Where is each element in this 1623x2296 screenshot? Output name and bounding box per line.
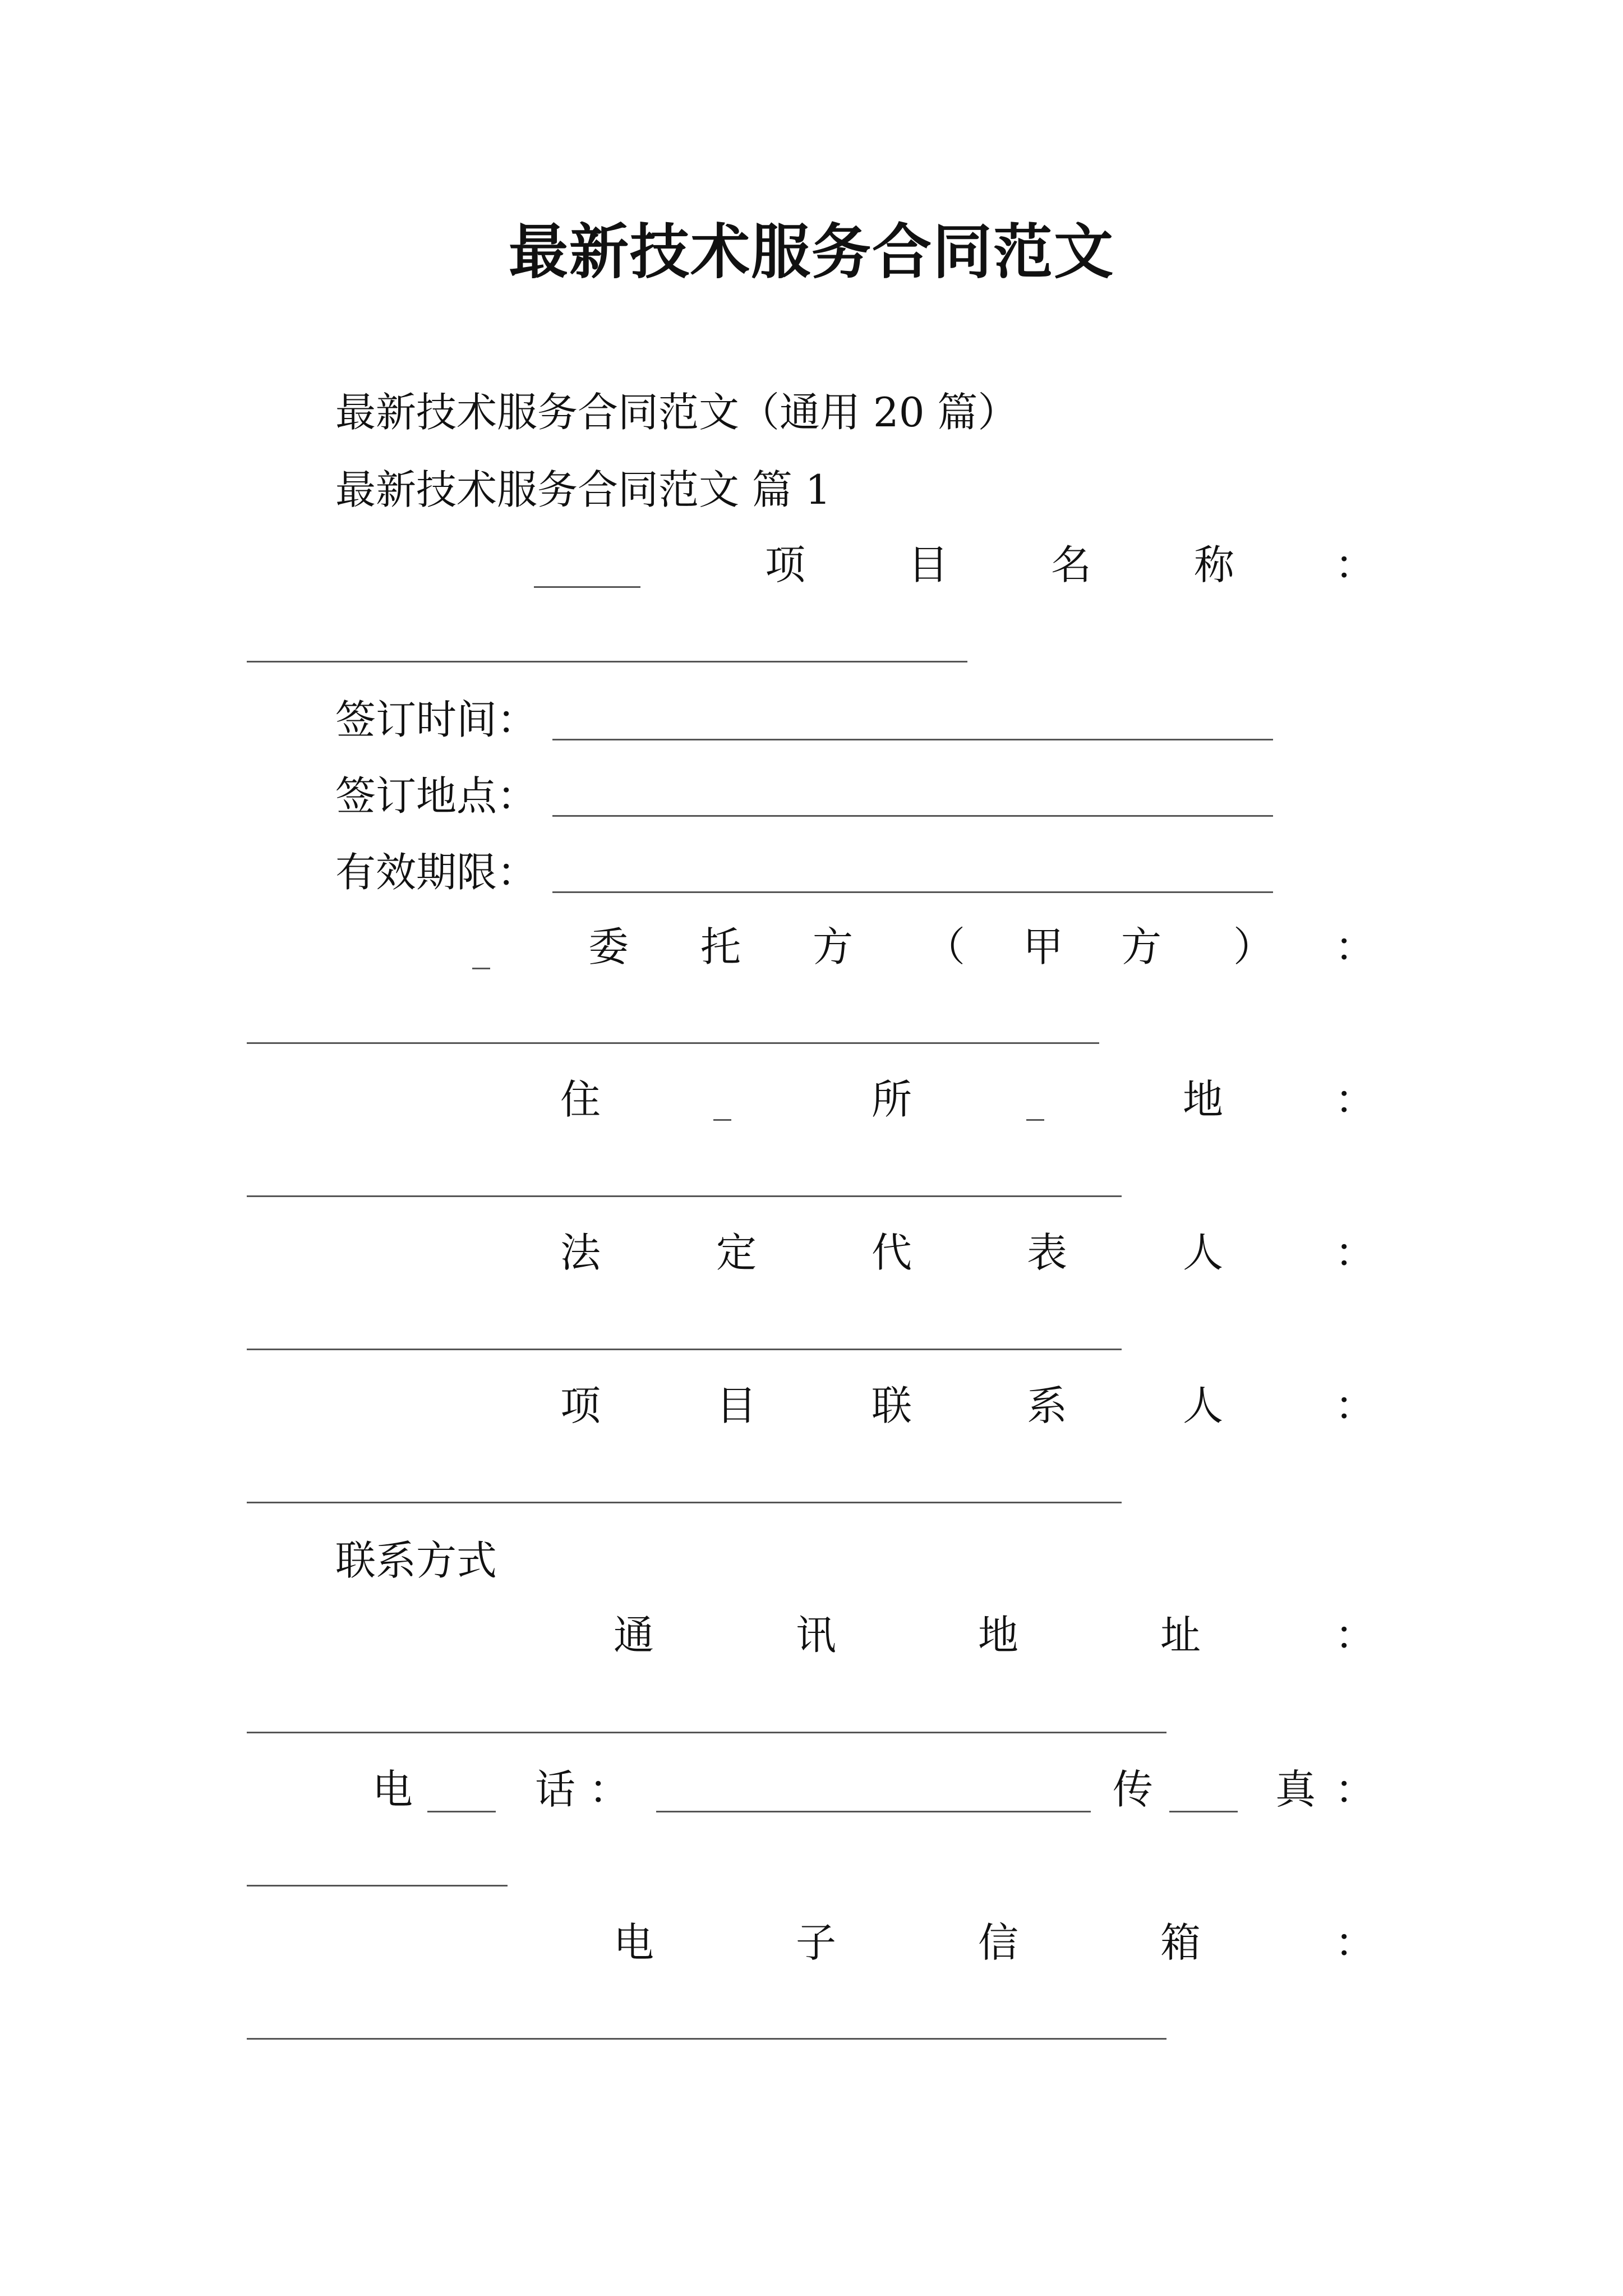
fill-line-project-name (247, 661, 967, 662)
label-colon: ： (1335, 541, 1376, 588)
label-char: 称 (1193, 541, 1234, 588)
label-char: 信 (978, 1919, 1018, 1966)
document-title: 最新技术服务合同范文 (509, 217, 1114, 287)
label-char: 方 (812, 923, 853, 970)
fill-line-address (247, 1195, 1122, 1197)
valid-period-label: 有效期限： (335, 849, 538, 896)
label-char: 箱 (1160, 1919, 1201, 1966)
label-char: 系 (1026, 1382, 1067, 1429)
section-heading: 最新技术服务合同范文 篇 1 (335, 466, 831, 513)
fill-line-legal-rep (247, 1349, 1122, 1350)
label-char: 人 (1182, 1382, 1223, 1429)
fill-line-fax (247, 1885, 508, 1887)
fill-line-contact-person (247, 1502, 1122, 1503)
label-char: ） (1233, 923, 1274, 970)
label-char: 通 (613, 1612, 654, 1659)
label-char: 电 (372, 1766, 413, 1813)
label-colon: ： (1335, 1382, 1376, 1429)
label-char: 名 (1050, 541, 1091, 588)
label-colon: ： (1335, 1076, 1376, 1123)
label-char: 址 (1160, 1612, 1201, 1659)
fill-line-client (247, 1042, 1099, 1044)
label-char: 地 (978, 1612, 1018, 1659)
label-char: 代 (871, 1229, 912, 1276)
fill-line-sign-time (552, 739, 1273, 740)
label-char: 表 (1026, 1229, 1067, 1276)
label-char: 委 (588, 923, 629, 970)
label-char: 真 (1275, 1766, 1316, 1813)
label-colon: ： (1335, 1766, 1376, 1813)
blank-underline (472, 968, 490, 969)
label-char: 托 (700, 923, 741, 970)
label-colon: ： (1335, 923, 1376, 970)
label-colon: ： (589, 1766, 630, 1813)
label-char: 甲 (1022, 923, 1063, 970)
blank-underline (1026, 1119, 1044, 1121)
label-char: （ (924, 923, 965, 970)
fill-line-email (247, 2038, 1166, 2040)
fill-line-valid-period (552, 891, 1273, 893)
label-char: 人 (1182, 1229, 1223, 1276)
label-char: 电 (613, 1919, 654, 1966)
label-char: 方 (1121, 923, 1161, 970)
label-char: 联 (871, 1382, 912, 1429)
label-char: 讯 (795, 1612, 836, 1659)
fill-line-sign-place (552, 815, 1273, 817)
label-char: 定 (716, 1229, 757, 1276)
label-char: 住 (560, 1076, 601, 1123)
fill-line-mail-address (247, 1732, 1166, 1733)
label-char: 话 (534, 1766, 575, 1813)
sign-time-label: 签订时间： (335, 696, 538, 743)
label-char: 子 (795, 1919, 836, 1966)
fill-line-phone (656, 1811, 1091, 1812)
blank-underline (713, 1119, 731, 1121)
label-char: 目 (716, 1382, 757, 1429)
label-char: 法 (560, 1229, 601, 1276)
label-char: 目 (907, 541, 948, 588)
label-colon: ： (1335, 1919, 1376, 1966)
blank-underline (534, 586, 640, 588)
label-colon: ： (1335, 1229, 1376, 1276)
label-char: 传 (1112, 1766, 1153, 1813)
contact-method-heading: 联系方式 (335, 1537, 497, 1584)
blank-underline (427, 1811, 496, 1812)
sign-place-label: 签订地点： (335, 772, 538, 820)
label-char: 项 (764, 541, 805, 588)
label-colon: ： (1335, 1612, 1376, 1659)
label-char: 地 (1182, 1076, 1223, 1123)
label-char: 项 (560, 1382, 601, 1429)
intro-line: 最新技术服务合同范文（通用 20 篇） (335, 389, 1018, 436)
blank-underline (1169, 1811, 1238, 1812)
label-char: 所 (871, 1076, 912, 1123)
